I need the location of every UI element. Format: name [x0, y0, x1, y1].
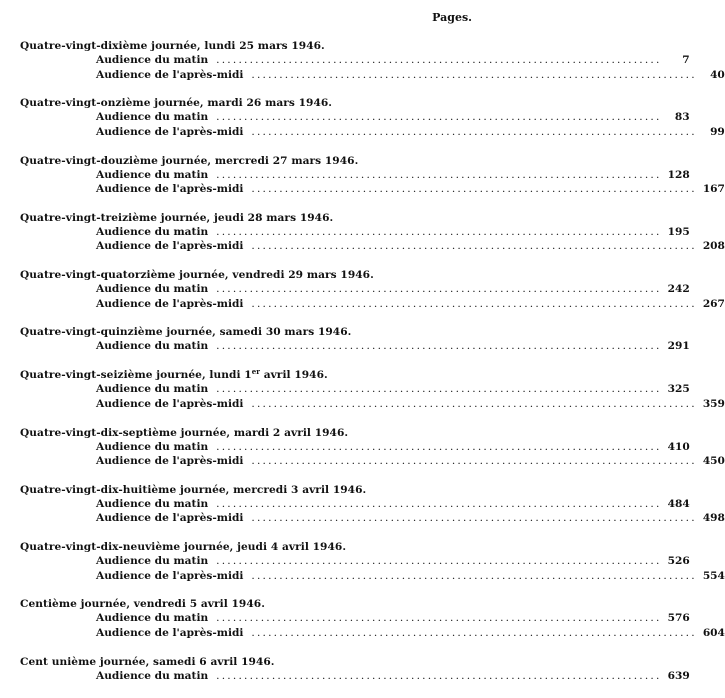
entry-label: Audience du matin: [96, 340, 209, 353]
toc-entry: [20, 611, 690, 626]
day-title: Quatre-vingt-dix-septième journée, mardi 2 avril 1946.: [20, 426, 349, 439]
dot-leader: ................................................................................: [216, 383, 662, 396]
entry-page-number: 291: [667, 340, 690, 353]
day-title-text: Quatre-vingt-seizième journée, lundi 1: [20, 369, 252, 382]
toc-entry: [20, 125, 725, 140]
day-title: Quatre-vingt-quatorzième journée, vendredi 29 mars 1946.: [20, 269, 374, 282]
toc-day-section: [20, 96, 725, 139]
entry-label: Audience de l'après-midi: [96, 512, 244, 525]
entry-label: Audience de l'après-midi: [96, 569, 244, 582]
entry-page-number: 195: [667, 225, 690, 238]
dot-leader: ................................................................................: [216, 225, 662, 238]
day-title: Quatre-vingt-quinzième journée, samedi 30 mars 1946.: [20, 326, 352, 339]
entry-page-number: 325: [667, 383, 690, 396]
entry-page-number: 208: [702, 240, 725, 253]
entry-label: Audience de l'après-midi: [96, 125, 244, 138]
entry-label: Audience de l'après-midi: [96, 240, 244, 253]
toc-entry: [20, 339, 690, 354]
dot-leader: ................................................................................: [216, 54, 662, 66]
entry-page-number: 604: [702, 626, 725, 639]
entry-page-number: 267: [702, 297, 725, 310]
toc-entry: [20, 497, 690, 512]
entry-page-number: 498: [702, 512, 725, 525]
day-title: Quatre-vingt-dix-neuvième journée, jeudi 4 avril 1946.: [20, 541, 347, 554]
toc-day-section: [20, 211, 725, 254]
toc-day-section: [20, 655, 690, 684]
entry-label: Audience du matin: [96, 111, 209, 124]
entry-page-number: 554: [702, 569, 725, 582]
dot-leader: ................................................................................: [251, 183, 697, 196]
toc-day-section: [20, 367, 725, 411]
toc-entry: [20, 168, 690, 183]
toc-entry: [20, 454, 725, 469]
dot-leader: ................................................................................: [251, 125, 697, 138]
toc-entry: [20, 440, 690, 455]
entry-page-number: 7: [682, 54, 690, 66]
entry-label: Audience du matin: [96, 225, 209, 238]
toc-entry: [20, 182, 725, 197]
dot-leader: ................................................................................: [216, 612, 662, 625]
dot-leader: ................................................................................: [216, 168, 662, 181]
entry-page-number: 484: [667, 497, 690, 510]
toc-entry: [20, 669, 690, 684]
entry-page-number: 83: [674, 111, 690, 124]
toc-day-section: [20, 154, 725, 197]
toc-entry: [20, 297, 725, 312]
table-of-contents: [20, 39, 725, 698]
toc-day-section: [20, 483, 725, 526]
entry-label: Audience du matin: [96, 383, 209, 396]
entry-label: Audience de l'après-midi: [96, 297, 244, 310]
toc-day-section: [20, 268, 725, 311]
toc-entry: [20, 511, 725, 526]
day-title: Centième journée, vendredi 5 avril 1946.: [20, 598, 265, 611]
entry-label: Audience du matin: [96, 612, 209, 625]
entry-label: Audience du matin: [96, 555, 209, 568]
dot-leader: ................................................................................: [251, 626, 697, 639]
toc-entry: [20, 397, 725, 412]
entry-page-number: 359: [702, 397, 725, 410]
toc-entry: [20, 626, 725, 641]
toc-entry: [20, 569, 725, 584]
toc-entry: [20, 554, 690, 569]
day-title: Cent unième journée, samedi 6 avril 1946.: [20, 655, 275, 668]
dot-leader: ................................................................................: [251, 397, 697, 410]
entry-page-number: 167: [702, 183, 725, 196]
entry-label: Audience du matin: [96, 54, 209, 66]
entry-page-number: 526: [667, 555, 690, 568]
entry-label: Audience du matin: [96, 497, 209, 510]
entry-label: Audience du matin: [96, 669, 209, 682]
entry-page-number: 450: [702, 455, 725, 468]
dot-leader: ................................................................................: [251, 569, 697, 582]
entry-page-number: 128: [667, 168, 690, 181]
dot-leader: ................................................................................: [216, 555, 662, 568]
dot-leader: ................................................................................: [251, 455, 697, 468]
entry-label: Audience du matin: [96, 283, 209, 296]
toc-day-section: [20, 39, 725, 82]
entry-page-number: 99: [710, 125, 725, 138]
entry-label: Audience de l'après-midi: [96, 183, 244, 196]
dot-leader: ................................................................................: [216, 283, 662, 296]
entry-page-number: 576: [667, 612, 690, 625]
day-title: Quatre-vingt-douzième journée, mercredi 27 mars 1946.: [20, 154, 359, 167]
toc-entry: [20, 68, 725, 83]
dot-leader: ................................................................................: [216, 497, 662, 510]
toc-entry: [20, 239, 725, 254]
dot-leader: ................................................................................: [251, 68, 697, 81]
day-title: Quatre-vingt-dixième journée, lundi 25 mars 1946.: [20, 40, 325, 52]
day-title: Quatre-vingt-onzième journée, mardi 26 mars 1946.: [20, 97, 333, 110]
entry-page-number: 40: [710, 68, 725, 81]
dot-leader: ................................................................................: [251, 512, 697, 525]
day-title-text: avril 1946.: [259, 369, 328, 382]
dot-leader: ................................................................................: [216, 111, 662, 124]
dot-leader: ................................................................................: [216, 669, 662, 682]
entry-page-number: 410: [667, 440, 690, 453]
day-title: Quatre-vingt-treizième journée, jeudi 28 mars 1946.: [20, 211, 334, 224]
entry-label: Audience de l'après-midi: [96, 626, 244, 639]
toc-entry: [20, 225, 690, 240]
dot-leader: ................................................................................: [216, 340, 662, 353]
ordinal-superscript: er: [251, 367, 260, 377]
toc-entry: [20, 53, 690, 68]
pages-column-header: Pages.: [432, 11, 472, 24]
day-title: [20, 368, 470, 382]
toc-entry: [20, 110, 690, 125]
entry-page-number: 242: [667, 283, 690, 296]
entry-label: Audience de l'après-midi: [96, 68, 244, 81]
entry-label: Audience du matin: [96, 440, 209, 453]
toc-entry: [20, 382, 690, 397]
toc-entry: [20, 282, 690, 297]
dot-leader: ................................................................................: [251, 240, 697, 253]
toc-day-section: [20, 426, 725, 469]
entry-label: Audience de l'après-midi: [96, 455, 244, 468]
toc-day-section: [20, 325, 690, 354]
entry-page-number: 639: [667, 669, 690, 682]
day-title: Quatre-vingt-dix-huitième journée, mercredi 3 avril 1946.: [20, 483, 367, 496]
entry-label: Audience de l'après-midi: [96, 397, 244, 410]
dot-leader: ................................................................................: [216, 440, 662, 453]
entry-label: Audience du matin: [96, 168, 209, 181]
toc-day-section: [20, 597, 725, 640]
dot-leader: ................................................................................: [251, 297, 697, 310]
toc-day-section: [20, 540, 725, 583]
